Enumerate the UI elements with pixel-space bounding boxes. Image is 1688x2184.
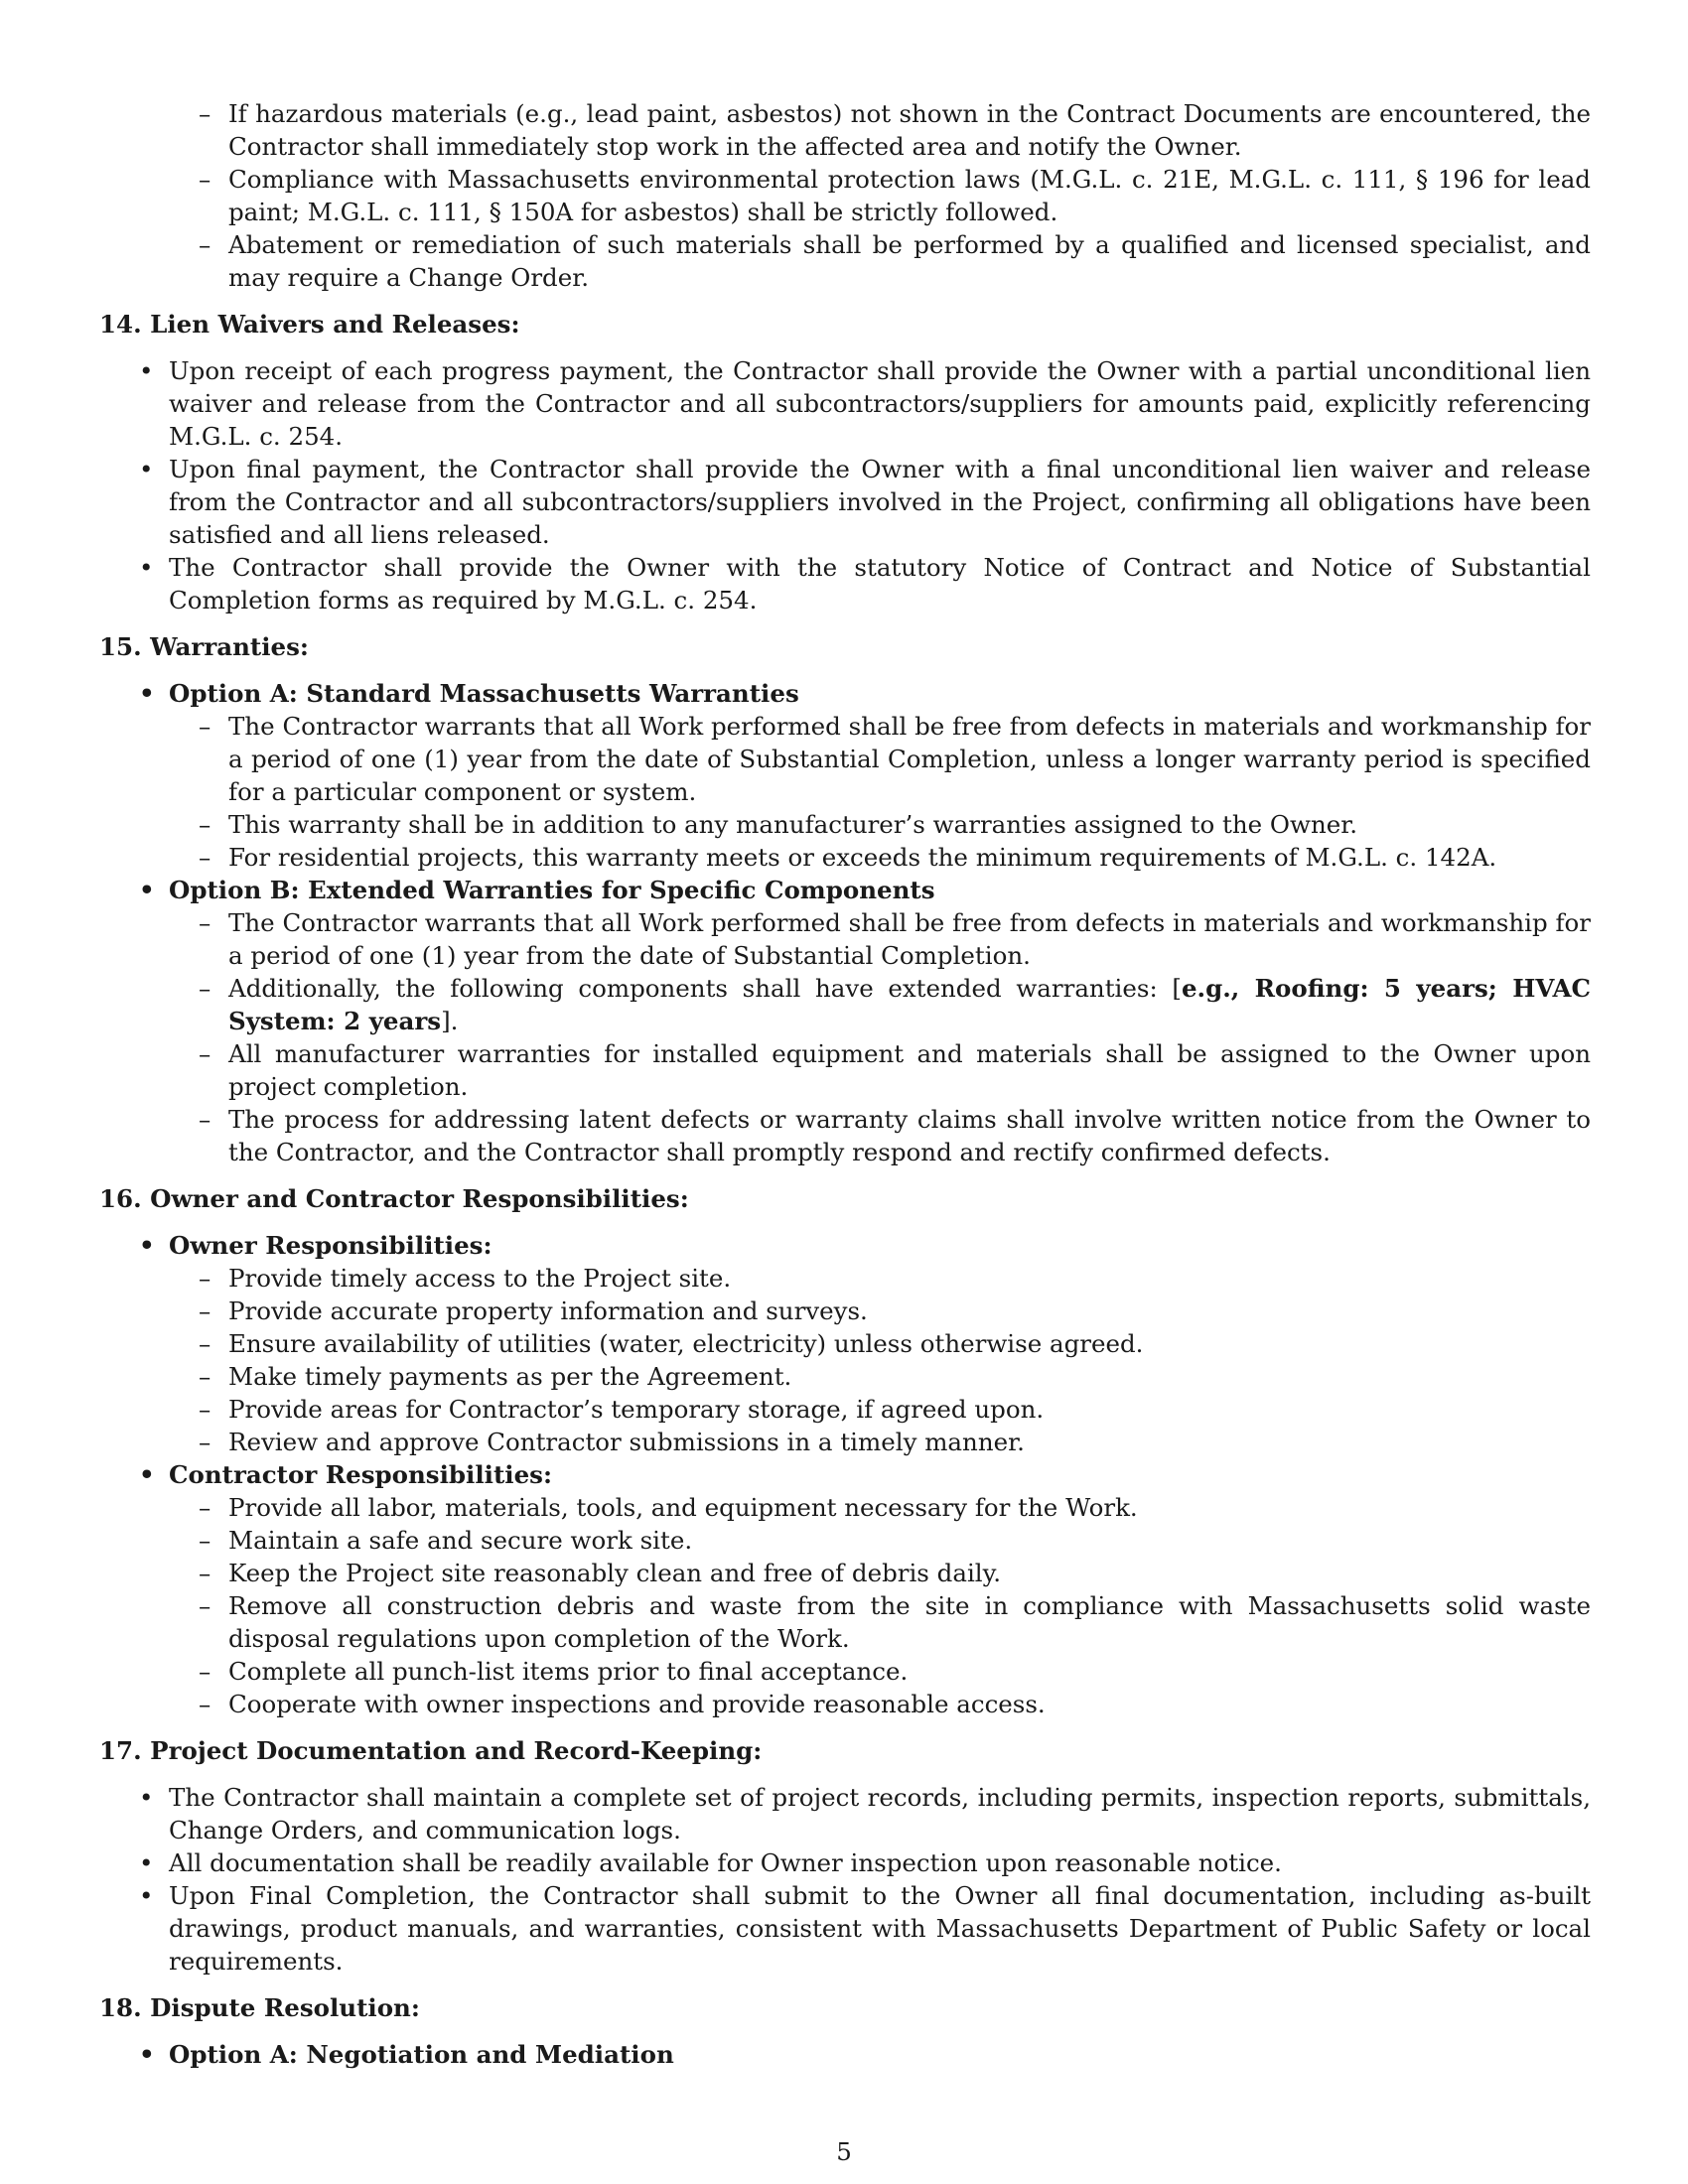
list-item bbox=[99, 453, 1591, 551]
list-item bbox=[99, 906, 1591, 972]
list-item bbox=[99, 228, 1591, 294]
dash-marker: – bbox=[199, 974, 211, 1003]
bullet-marker: • bbox=[139, 1783, 154, 1812]
list-item-text: Provide areas for Contractor’s temporary storage, if agreed upon. bbox=[228, 1395, 1045, 1424]
bracket-open: [ bbox=[1172, 974, 1182, 1003]
list-item-text: Upon Final Completion, the Contractor shall submit to the Owner all final documentation, including as-built drawings, product manuals, and warranties, consistent with Massachusetts Department of Public Safety or local requirements. bbox=[169, 1881, 1591, 1976]
list-item bbox=[99, 1655, 1591, 1688]
list-item bbox=[99, 1688, 1591, 1720]
dash-marker: – bbox=[199, 712, 211, 741]
list-item-text: The process for addressing latent defects or warranty claims shall involve written notice from the Owner to the Contractor, and the Contractor shall promptly respond and rectify confirmed defects. bbox=[228, 1105, 1591, 1166]
list-item bbox=[99, 354, 1591, 453]
extended-warranty-placeholder: e.g., Roofing: 5 years; HVAC System: 2 years bbox=[228, 974, 1591, 1035]
section-heading: 18. Dispute Resolution: bbox=[99, 1993, 420, 2022]
list-item bbox=[99, 1262, 1591, 1295]
list-item-text: Provide accurate property information and surveys. bbox=[228, 1297, 868, 1325]
bullet-marker: • bbox=[139, 2040, 155, 2069]
dash-marker: – bbox=[199, 1039, 211, 1068]
list-item bbox=[99, 808, 1591, 841]
dash-marker: – bbox=[199, 1493, 211, 1522]
list-item-text: Provide timely access to the Project site. bbox=[228, 1264, 732, 1293]
list-item bbox=[99, 841, 1591, 874]
dash-marker: – bbox=[199, 1395, 211, 1424]
bullet-marker: • bbox=[139, 455, 154, 483]
section-heading: 17. Project Documentation and Record-Keeping: bbox=[99, 1736, 763, 1765]
bullet-marker: • bbox=[139, 1848, 154, 1877]
list-item-text: The Contractor warrants that all Work performed shall be free from defects in materials and workmanship for a period of one (1) year from the date of Substantial Completion. bbox=[228, 908, 1591, 970]
subsection-title bbox=[99, 1229, 1591, 1262]
list-item-text: All documentation shall be readily available for Owner inspection upon reasonable notice. bbox=[169, 1848, 1282, 1877]
section-heading: 14. Lien Waivers and Releases: bbox=[99, 310, 520, 339]
dash-marker: – bbox=[199, 230, 211, 259]
list-item-text: If hazardous materials (e.g., lead paint, asbestos) not shown in the Contract Documents are encountered, the Contractor shall immediately stop work in the affected area and notify the Owner. bbox=[228, 99, 1591, 161]
list-item-text: This warranty shall be in addition to any manufacturer’s warranties assigned to the Owner. bbox=[228, 810, 1358, 839]
dash-marker: – bbox=[199, 1264, 211, 1293]
dash-marker: – bbox=[199, 1526, 211, 1555]
list-item bbox=[99, 1327, 1591, 1360]
list-item bbox=[99, 97, 1591, 163]
list-item-text: Review and approve Contractor submissions in a timely manner. bbox=[228, 1428, 1025, 1456]
list-item-text: For residential projects, this warranty meets or exceeds the minimum requirements of M.G.L. c. 142A. bbox=[228, 843, 1497, 872]
list-item-text: The Contractor warrants that all Work performed shall be free from defects in materials and workmanship for a period of one (1) year from the date of Substantial Completion, unless a longer warranty period is specified for a particular component or system. bbox=[228, 712, 1591, 806]
dash-marker: – bbox=[199, 1362, 211, 1391]
dash-marker: – bbox=[199, 99, 211, 128]
extended-warranty-prefix: Additionally, the following components shall have extended warranties: bbox=[228, 974, 1173, 1003]
dash-marker: – bbox=[199, 165, 211, 194]
dash-marker: – bbox=[199, 1657, 211, 1686]
list-item bbox=[99, 1879, 1591, 1978]
list-item-text: Cooperate with owner inspections and provide reasonable access. bbox=[228, 1690, 1046, 1718]
option-title bbox=[99, 2038, 1591, 2071]
dash-marker: – bbox=[199, 1591, 211, 1620]
list-item bbox=[99, 710, 1591, 808]
dash-marker: – bbox=[199, 1559, 211, 1587]
section-heading: 15. Warranties: bbox=[99, 632, 309, 661]
bullet-marker: • bbox=[139, 356, 154, 385]
bullet-marker: • bbox=[139, 1881, 154, 1910]
page-content bbox=[99, 97, 1591, 2071]
dash-marker: – bbox=[199, 1690, 211, 1718]
list-item-text: All manufacturer warranties for installed equipment and materials shall be assigned to the Owner upon project completion. bbox=[228, 1039, 1591, 1101]
list-item bbox=[99, 1589, 1591, 1655]
option-title-text: Option B: Extended Warranties for Specific Components bbox=[169, 876, 935, 904]
subsection-title-text: Contractor Responsibilities: bbox=[169, 1460, 552, 1489]
option-title-text: Option A: Standard Massachusetts Warranties bbox=[169, 679, 799, 708]
list-item-text: The Contractor shall maintain a complete set of project records, including permits, inspection reports, submittals, Change Orders, and communication logs. bbox=[169, 1783, 1591, 1844]
dash-marker: – bbox=[199, 1105, 211, 1134]
list-item-text: Compliance with Massachusetts environmental protection laws (M.G.L. c. 21E, M.G.L. c. 111, § 196 for lead paint; M.G.L. c. 111, § 150A for asbestos) shall be strictly followed. bbox=[228, 165, 1591, 226]
list-item-text: Upon receipt of each progress payment, the Contractor shall provide the Owner with a partial unconditional lien waiver and release from the Contractor and all subcontractors/suppliers for amounts paid, explicitly referencing M.G.L. c. 254. bbox=[169, 356, 1591, 451]
dash-marker: – bbox=[199, 1297, 211, 1325]
page-number: 5 bbox=[836, 2137, 852, 2166]
list-item-text: Maintain a safe and secure work site. bbox=[228, 1526, 693, 1555]
list-item-text: Keep the Project site reasonably clean and free of debris daily. bbox=[228, 1559, 1002, 1587]
section-heading: 16. Owner and Contractor Responsibilities: bbox=[99, 1184, 689, 1213]
list-item bbox=[99, 1557, 1591, 1589]
list-item-text: The Contractor shall provide the Owner with the statutory Notice of Contract and Notice of Substantial Completion forms as required by M.G.L. c. 254. bbox=[169, 553, 1591, 614]
dash-marker: – bbox=[199, 1329, 211, 1358]
list-item bbox=[99, 1103, 1591, 1168]
list-item bbox=[99, 1781, 1591, 1846]
list-item bbox=[99, 551, 1591, 616]
list-item-text: Make timely payments as per the Agreement. bbox=[228, 1362, 792, 1391]
dash-marker: – bbox=[199, 810, 211, 839]
list-item bbox=[99, 1360, 1591, 1393]
list-item bbox=[99, 1524, 1591, 1557]
list-item bbox=[99, 1426, 1591, 1458]
dash-marker: – bbox=[199, 1428, 211, 1456]
bullet-marker: • bbox=[139, 876, 155, 904]
list-item-text: Ensure availability of utilities (water, electricity) unless otherwise agreed. bbox=[228, 1329, 1144, 1358]
option-title bbox=[99, 874, 1591, 906]
subsection-title-text: Owner Responsibilities: bbox=[169, 1231, 492, 1260]
list-item bbox=[99, 1393, 1591, 1426]
bullet-marker: • bbox=[139, 1460, 155, 1489]
list-item bbox=[99, 163, 1591, 228]
bracket-close: ]. bbox=[441, 1007, 459, 1035]
list-item bbox=[99, 972, 1591, 1037]
list-item bbox=[99, 1491, 1591, 1524]
list-item-text: Complete all punch-list items prior to final acceptance. bbox=[228, 1657, 909, 1686]
option-title-text: Option A: Negotiation and Mediation bbox=[169, 2040, 674, 2069]
list-item-text: Provide all labor, materials, tools, and equipment necessary for the Work. bbox=[228, 1493, 1138, 1522]
bullet-marker: • bbox=[139, 1231, 155, 1260]
option-title bbox=[99, 677, 1591, 710]
bullet-marker: • bbox=[139, 679, 155, 708]
bullet-marker: • bbox=[139, 553, 154, 582]
list-item bbox=[99, 1846, 1591, 1879]
list-item-text: Remove all construction debris and waste from the site in compliance with Massachusetts solid waste disposal regulations upon completion of the Work. bbox=[228, 1591, 1591, 1653]
list-item bbox=[99, 1295, 1591, 1327]
subsection-title bbox=[99, 1458, 1591, 1491]
dash-marker: – bbox=[199, 908, 211, 937]
dash-marker: – bbox=[199, 843, 211, 872]
list-item bbox=[99, 1037, 1591, 1103]
list-item-text: Upon final payment, the Contractor shall provide the Owner with a final unconditional lien waiver and release from the Contractor and all subcontractors/suppliers involved in the Project, confirming all obligations have been satisfied and all liens released. bbox=[169, 455, 1591, 549]
list-item-text: Abatement or remediation of such materials shall be performed by a qualified and licensed specialist, and may require a Change Order. bbox=[228, 230, 1591, 292]
